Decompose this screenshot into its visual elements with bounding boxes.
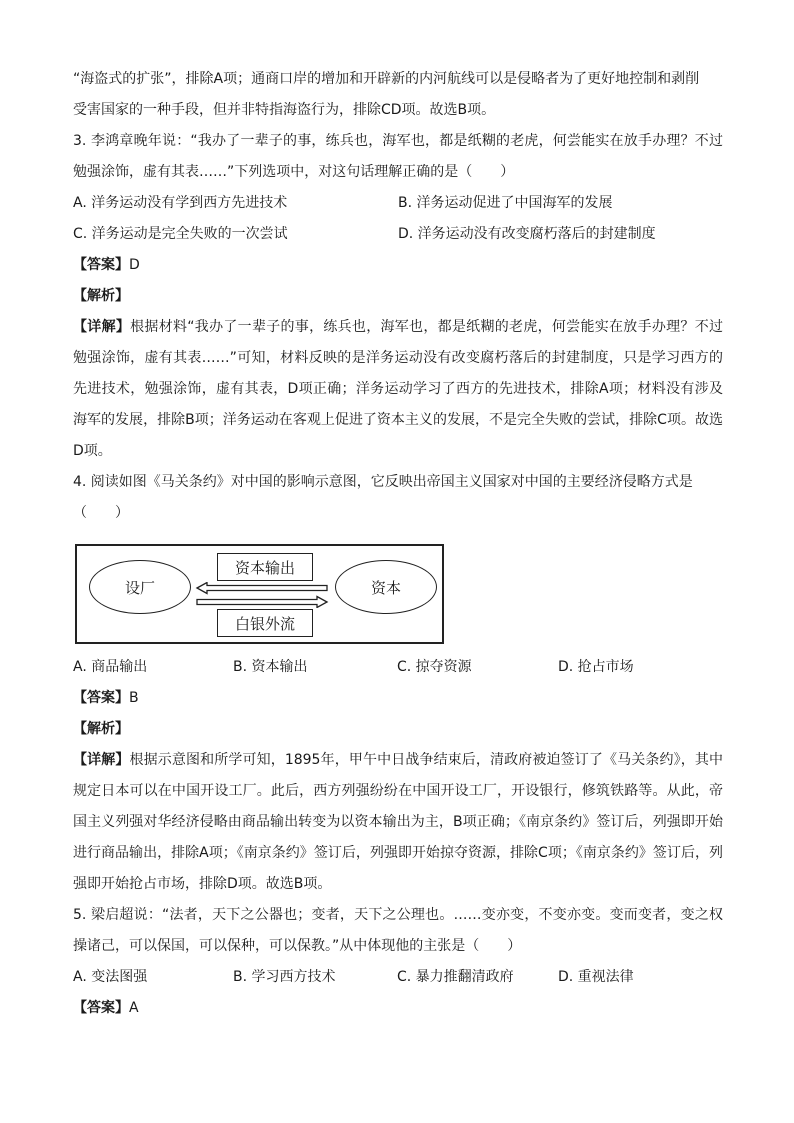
- diagram-bottom-box: 白银外流: [217, 609, 313, 637]
- option-d: D. 重视法律: [558, 969, 634, 985]
- question-4-options: [73, 652, 723, 683]
- question-4-stem-bracket: （ ）: [73, 505, 129, 521]
- question-5-stem: 5. 梁启超说：“法者，天下之公器也；变者，天下之公理也。……变亦变，不变亦变。变而变者，变之权操诸己，可以保国，可以保种，可以保教。”从中体现他的主张是（ ）: [73, 907, 723, 954]
- question-3-detail: [73, 312, 723, 467]
- page-content: [73, 64, 723, 1024]
- analysis-tag: 【解析】: [73, 288, 129, 304]
- question-4-analysis-tag: [73, 714, 723, 745]
- question-3-analysis-tag: [73, 281, 723, 312]
- question-3-options-row-1: [73, 188, 723, 219]
- detail-text: 根据示意图和所学可知，1895年，甲午中日战争结束后，清政府被迫签订了《马关条约》，其中规定日本可以在中国开设工厂。此后，西方列强纷纷在中国开设工厂，开设银行，修筑铁路等。从此，帝国主义列强对华经济侵略由商品输出转变为以资本输出为主，B项正确；《南京条约》签订后，列强即开始进行商品输出，排除A项；《南京条约》签订后，列强即开始掠夺资源，排除C项；《南京条约》签订后，列强即开始抢占市场，排除D项。故选B项。: [73, 752, 723, 892]
- treaty-diagram: [75, 544, 444, 644]
- right-arrow-icon: [197, 597, 327, 608]
- option-a: A. 商品输出: [73, 659, 148, 675]
- question-4-detail: [73, 745, 723, 900]
- question-4-answer: [73, 683, 723, 714]
- answer-value: B: [129, 690, 139, 706]
- option-c: C. 暴力推翻清政府: [397, 969, 514, 985]
- answer-tag: 【答案】: [73, 690, 129, 706]
- text-line: “海盗式的扩张”，排除A项；通商口岸的增加和开辟新的内河航线可以是侵略者为了更好地控制和剥削: [73, 71, 700, 87]
- question-3-stem: 3. 李鸿章晚年说：“我办了一辈子的事，练兵也，海军也，都是纸糊的老虎，何尝能实在放手办理？不过勉强涂饰，虚有其表……”下列选项中，对这句话理解正确的是（ ）: [73, 133, 723, 180]
- option-b: B. 学习西方技术: [233, 969, 336, 985]
- option-d: D. 洋务运动没有改变腐朽落后的封建制度: [398, 226, 656, 242]
- answer-tag: 【答案】: [73, 257, 129, 273]
- question-4-stem: 4. 阅读如图《马关条约》对中国的影响示意图，它反映出帝国主义国家对中国的主要经济侵略方式是: [73, 474, 693, 490]
- answer-value: A: [129, 1000, 139, 1016]
- diagram-arrows: [195, 582, 329, 608]
- question-3-answer: [73, 250, 723, 281]
- detail-tag: 【详解】: [73, 752, 130, 768]
- option-c: C. 掠夺资源: [397, 659, 472, 675]
- left-arrow-icon: [197, 583, 327, 594]
- answer-tag: 【答案】: [73, 1000, 129, 1016]
- option-c: C. 洋务运动是完全失败的一次尝试: [73, 226, 288, 242]
- diagram-right-ellipse: 资本: [335, 560, 437, 614]
- detail-text: 根据材料“我办了一辈子的事，练兵也，海军也，都是纸糊的老虎，何尝能实在放手办理？不过勉强涂饰，虚有其表……”可知，材料反映的是洋务运动没有改变腐朽落后的封建制度，只是学习西方的先进技术，勉强涂饰，虚有其表，D项正确；洋务运动学习了西方的先进技术，排除A项；材料没有涉及海军的发展，排除B项；洋务运动在客观上促进了资本主义的发展，不是完全失败的尝试，排除C项。故选D项。: [73, 319, 723, 459]
- option-d: D. 抢占市场: [558, 659, 634, 675]
- diagram-top-box: 资本输出: [217, 553, 313, 581]
- option-b: B. 洋务运动促进了中国海军的发展: [398, 195, 613, 211]
- question-3-options-row-2: [73, 219, 723, 250]
- question-5-options: [73, 962, 723, 993]
- analysis-tag: 【解析】: [73, 721, 129, 737]
- question-5-answer: [73, 993, 723, 1024]
- diagram-left-ellipse: 设厂: [89, 560, 191, 614]
- option-b: B. 资本输出: [233, 659, 308, 675]
- option-a: A. 变法图强: [73, 969, 148, 985]
- option-a: A. 洋务运动没有学到西方先进技术: [73, 195, 288, 211]
- answer-value: D: [129, 257, 140, 273]
- text-line: 受害国家的一种手段，但并非特指海盗行为，排除CD项。故选B项。: [73, 102, 496, 118]
- detail-tag: 【详解】: [73, 319, 131, 335]
